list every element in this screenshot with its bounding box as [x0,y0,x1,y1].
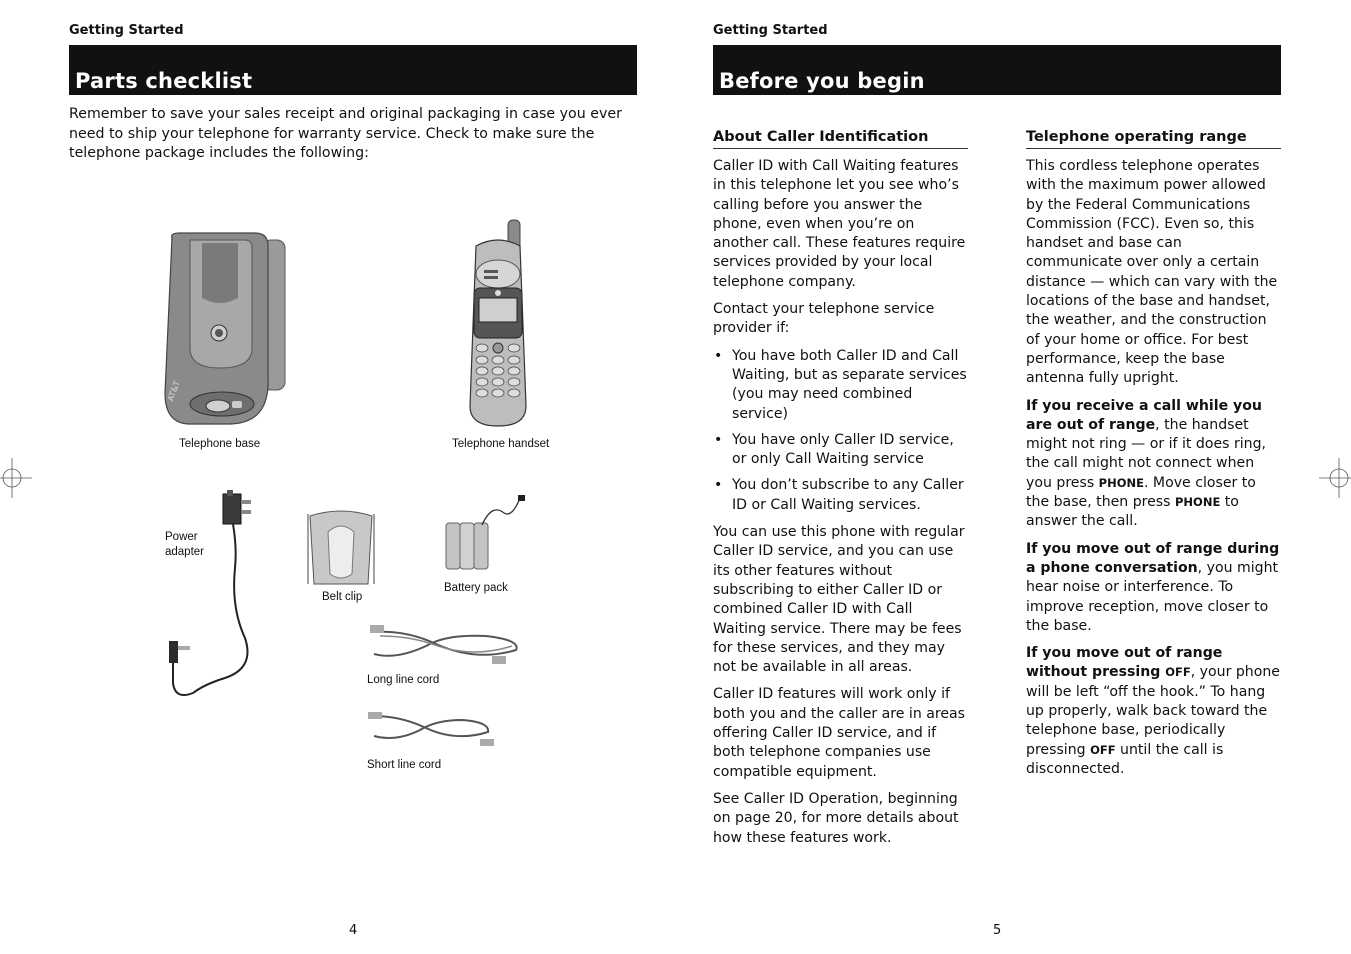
intro-paragraph: Remember to save your sales receipt and original packaging in case you ever need to ship your telephone for warranty service. Check to make sure the telephone package includes the following: [69,106,622,161]
registration-mark-icon [0,458,32,498]
page-number: 5 [993,923,1002,938]
page-title: Parts checklist [75,69,253,93]
text-run: to answer the call. [1026,494,1239,530]
caption-power-line2: adapter [165,546,205,558]
section-label: Getting Started [69,23,184,38]
range-paragraph-2 [1026,397,1281,532]
caption-power-line1: Power [165,531,198,543]
phone-key-label: PHONE [1098,475,1144,490]
range-paragraph-3 [1026,540,1281,636]
text-run: . Move closer to the base, then press [1026,474,1256,511]
text-run: , your phone will be left “off the hook.” To hang up properly, walk back toward the telephone base, periodically pressing [1026,664,1280,758]
bold-lead: If you receive a call while you are out of range [1026,397,1262,433]
belt-clip-illustration [306,508,376,588]
caller-id-paragraph-5: See Caller ID Operation, beginning on page 20, for more details about how these features work. [713,790,959,846]
battery-pack-illustration [442,493,532,573]
caption-short-line-cord: Short line cord [367,759,442,771]
caller-id-paragraph-4: Caller ID features will work only if both you and the caller are in areas offering Caller ID service, and if both telephone companies use compatible equipment. [713,686,966,780]
range-paragraph-4 [1026,644,1281,779]
svg-text:AT&T: AT&T [166,379,182,403]
text-run: until the call is disconnected. [1026,741,1224,777]
telephone-handset-illustration [462,216,534,430]
power-adapter-illustration [165,488,265,704]
title-bar [69,45,637,95]
bold-lead: If you move out of range during a phone conversation [1026,540,1280,576]
short-line-cord-illustration [366,710,496,750]
range-paragraph-1: This cordless telephone operates with the maximum power allowed by the Federal Communications Commission (FCC). Even so, this handset and base can communicate over only a certain distance — which can vary with the locations of the base and handset, the weather, and the construction of your home or office. For best performance, keep the base antenna fully upright. [1026,158,1278,387]
text-run: , the handset might not ring — or if it does ring, the call might not connect when you press [1026,416,1267,491]
bold-lead: If you move out of range without pressing [1026,645,1223,681]
caller-id-paragraph-2: Contact your telephone service provider if: [713,301,935,337]
caption-power-adapter [165,530,204,560]
long-line-cord-illustration [366,622,524,668]
caption-telephone-handset: Telephone handset [452,438,550,450]
bullet-item: • You have only Caller ID service, or only Call Waiting service [713,431,968,470]
section-label: Getting Started [713,23,828,38]
caller-id-heading: About Caller Identification [713,128,968,149]
page-number: 4 [349,923,358,938]
text-run: , you might hear noise or interference. To improve reception, move closer to the base. [1026,559,1279,634]
caption-long-line-cord: Long line cord [367,674,440,686]
phone-key-label: PHONE [1174,495,1221,510]
caption-battery-pack: Battery pack [444,582,508,594]
caption-belt-clip: Belt clip [322,591,363,603]
title-bar [713,45,1281,95]
right-page [676,0,1351,954]
range-column [1026,128,1281,787]
caption-telephone-base: Telephone base [179,438,261,450]
caller-id-paragraph-1: Caller ID with Call Waiting features in this telephone let you see who’s calling before you answer the phone, even when you’re on another call. These features require services provided by your local telephone company. [713,158,966,290]
caller-id-bullets [713,347,968,515]
bullet-item: • You don’t subscribe to any Caller ID or Call Waiting services. [713,476,968,515]
telephone-base-illustration [160,228,290,433]
off-key-label: OFF [1090,742,1116,757]
caller-id-paragraph-3: You can use this phone with regular Caller ID service, and you can use its other features without subscribing to either Caller ID or combined Caller ID with Call Waiting service. There may be fees for these services, and they may not be available in all areas. [713,524,965,676]
bullet-item: • You have both Caller ID and Call Waiting, but as separate services (you may need combined service) [713,347,968,424]
range-heading: Telephone operating range [1026,128,1281,149]
off-key-label: OFF [1165,665,1191,680]
left-page [0,0,675,954]
page-title: Before you begin [719,69,925,93]
registration-mark-icon [1319,458,1351,498]
caller-id-column [713,128,968,856]
